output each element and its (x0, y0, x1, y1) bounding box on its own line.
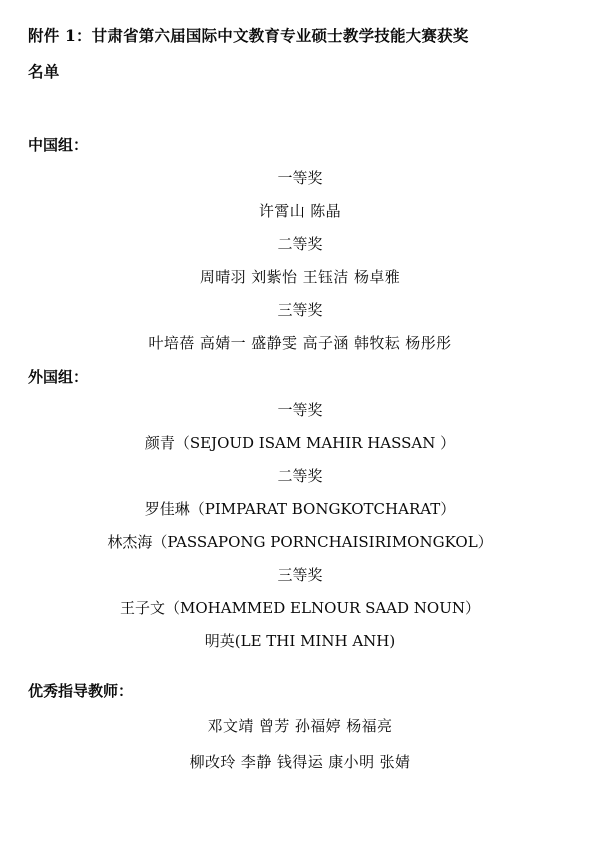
document-page (0, 18, 600, 842)
section-label-foreign-group: 外国组： (28, 368, 89, 386)
award-names-first-foreign: 颜青（SEJOUD ISAM MAHIR HASSAN ） (144, 434, 456, 452)
advisors-line-1: 邓文靖 曾芳 孙福婷 杨福亮 (207, 717, 393, 735)
award-names-first-chinese: 许霄山 陈晶 (258, 202, 342, 220)
page-title (28, 18, 572, 90)
award-names-third-foreign-line-2: 明英(LE THI MINH ANH) (204, 632, 396, 650)
award-tier-third-chinese: 三等奖 (277, 301, 323, 319)
award-names-third-foreign-line-1: 王子文（MOHAMMED ELNOUR SAAD NOUN） (120, 599, 480, 617)
section-label-chinese-group: 中国组： (28, 136, 89, 154)
award-names-second-foreign-line-2: 林杰海（PASSAPONG PORNCHAISIRIMONGKOL） (107, 533, 493, 551)
award-tier-third-foreign: 三等奖 (277, 566, 323, 584)
award-names-second-foreign-line-1: 罗佳琳（PIMPARAT BONGKOTCHARAT） (144, 500, 456, 518)
page-title-line-2: 名单 (28, 62, 60, 81)
page-title-line-1: 附件 1：甘肃省第六届国际中文教育专业硕士教学技能大赛获奖 (28, 26, 469, 45)
award-tier-first-foreign: 一等奖 (277, 401, 323, 419)
award-tier-first-chinese: 一等奖 (277, 169, 323, 187)
advisors-line-2: 柳改玲 李静 钱得运 康小明 张婧 (189, 753, 411, 771)
title-spacer (0, 90, 600, 102)
section-label-advisors: 优秀指导教师： (28, 682, 134, 700)
award-tier-second-chinese: 二等奖 (277, 235, 323, 253)
advisors-section (0, 674, 600, 780)
award-tier-second-foreign: 二等奖 (277, 467, 323, 485)
award-names-second-chinese: 周晴羽 刘紫怡 王钰洁 杨卓雅 (199, 268, 401, 286)
award-names-third-chinese: 叶培蓓 高婧一 盛静雯 高子涵 韩牧耘 杨彤彤 (148, 334, 452, 352)
